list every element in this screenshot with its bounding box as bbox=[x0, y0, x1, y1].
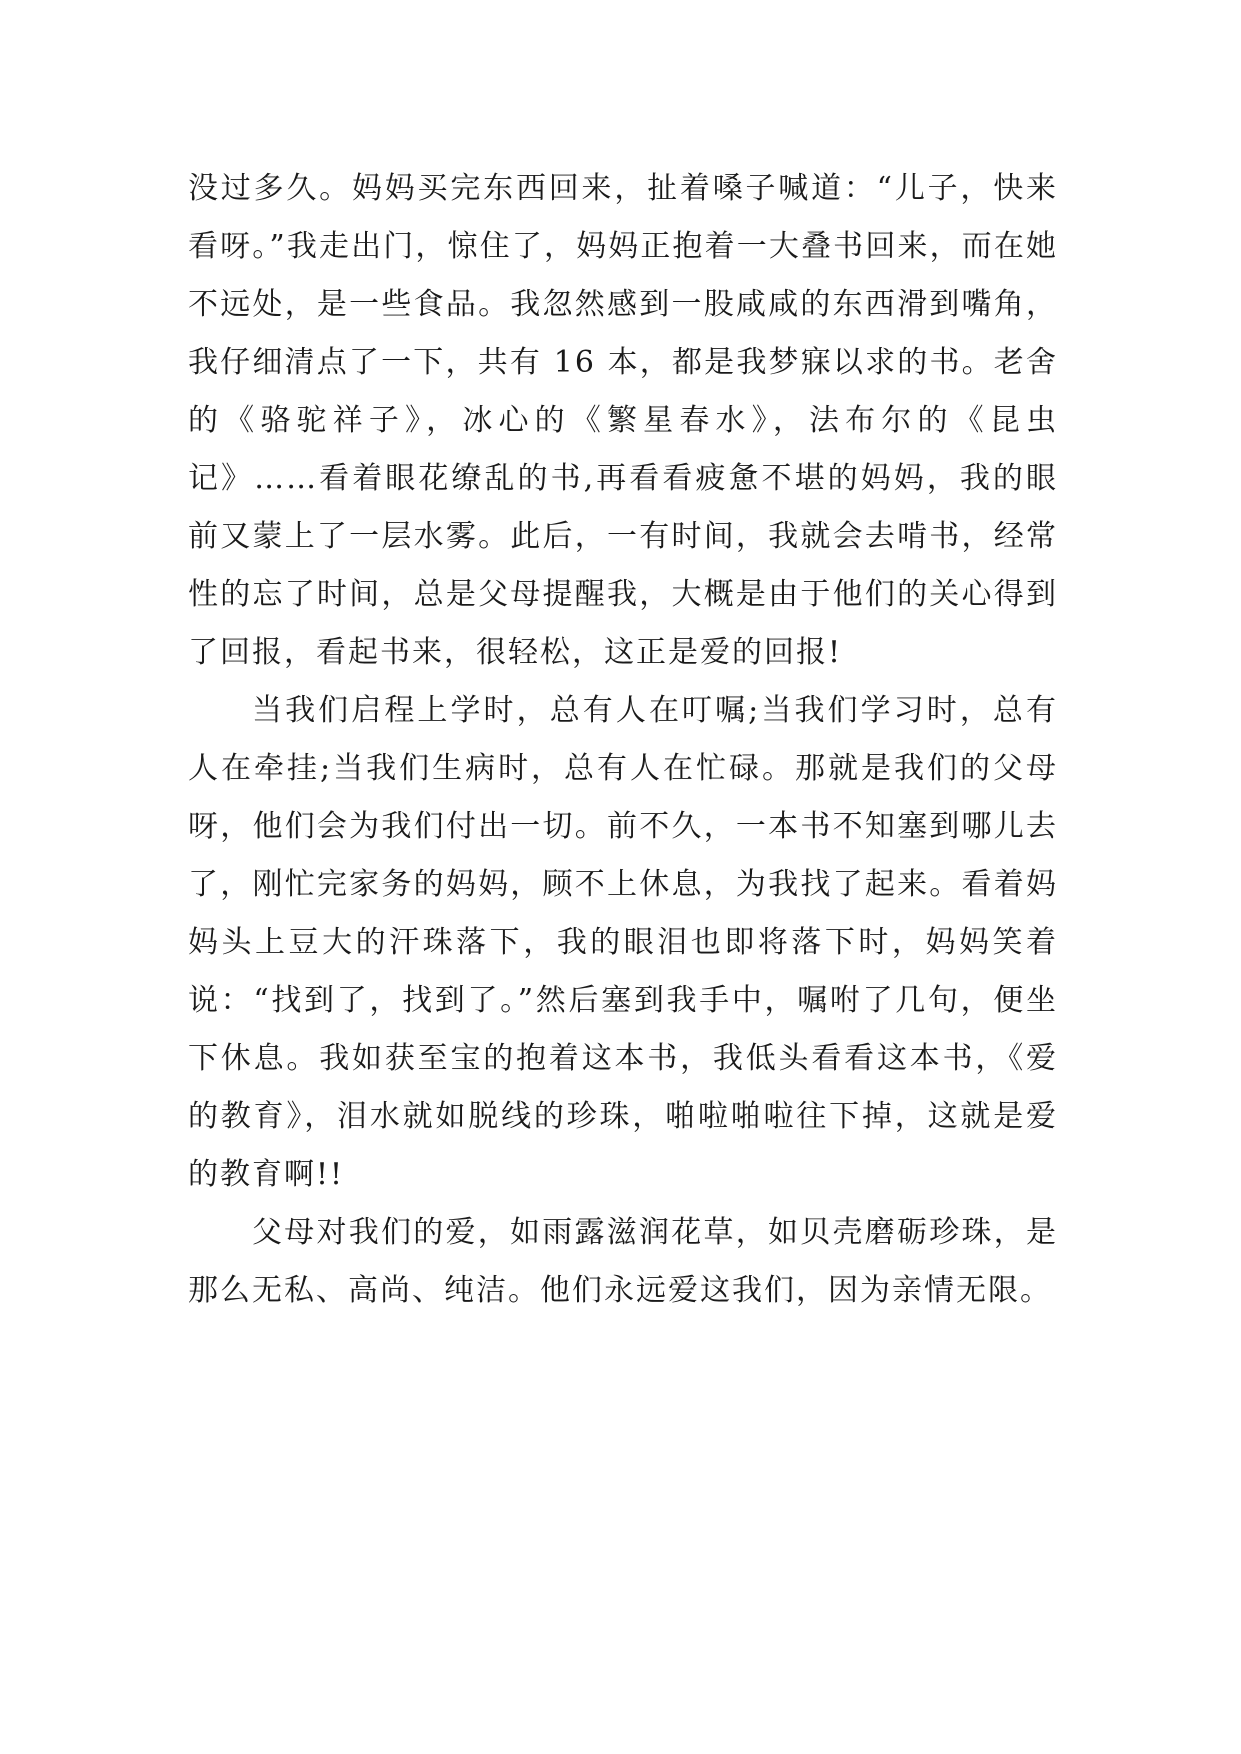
article-body bbox=[188, 160, 1058, 1320]
paragraph-2: 当我们启程上学时，总有人在叮嘱;当我们学习时，总有人在牵挂;当我们生病时，总有人在忙碌。那就是我们的父母呀，他们会为我们付出一切。前不久，一本书不知塞到哪儿去了，刚忙完家务的妈妈，顾不上休息，为我找了起来。看着妈妈头上豆大的汗珠落下，我的眼泪也即将落下时，妈妈笑着说：“找到了，找到了。”然后塞到我手中，嘱咐了几句，便坐下休息。我如获至宝的抱着这本书，我低头看看这本书，《爱的教育》，泪水就如脱线的珍珠，啪啦啪啦往下掉，这就是爱的教育啊!! bbox=[188, 693, 1058, 1192]
paragraph-1: 没过多久。妈妈买完东西回来，扯着嗓子喊道：“儿子，快来看呀。”我走出门，惊住了，妈妈正抱着一大叠书回来，而在她不远处，是一些食品。我忽然感到一股咸咸的东西滑到嘴角，我仔细清点了一下，共有 16 本，都是我梦寐以求的书。老舍的《骆驼祥子》，冰心的《繁星春水》，法布尔的《昆虫记》……看着眼花缭乱的书,再看看疲惫不堪的妈妈，我的眼前又蒙上了一层水雾。此后，一有时间，我就会去啃书，经常性的忘了时间，总是父母提醒我，大概是由于他们的关心得到了回报，看起书来，很轻松，这正是爱的回报! bbox=[188, 171, 1058, 670]
paragraph-3: 父母对我们的爱，如雨露滋润花草，如贝壳磨砺珍珠，是那么无私、高尚、纯洁。他们永远爱这我们，因为亲情无限。 bbox=[188, 1215, 1058, 1308]
